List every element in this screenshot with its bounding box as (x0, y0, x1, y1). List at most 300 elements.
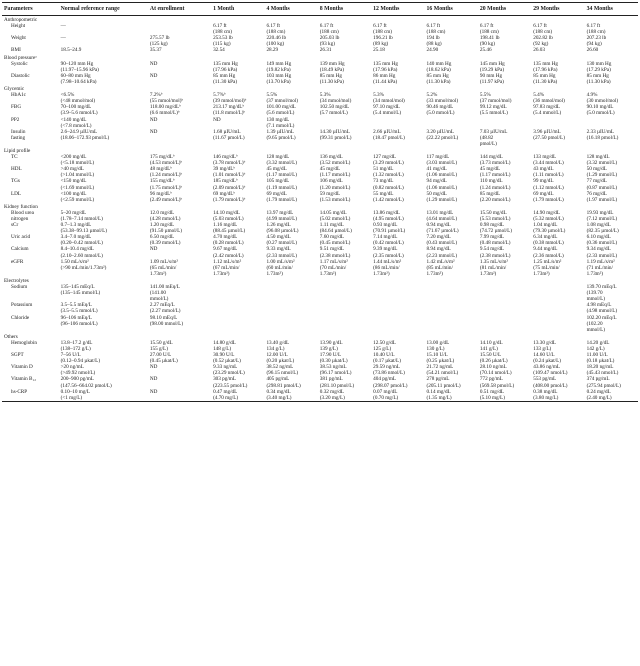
value-cell: ND (149, 246, 158, 253)
reference-range-cell: 3.5–5.5 mEq/L (3.5–5.5 mmol/L) (60, 302, 98, 315)
table-row (2, 340, 638, 352)
parameter-name: Uric acid (11, 234, 31, 241)
value-cell: 6.17 ft (188 cm) (213, 23, 232, 36)
value-cell: 6.17 ft (188 cm) (266, 23, 286, 36)
value-cell: 86 mm Hg (11.44 kPa) (373, 72, 398, 85)
value-cell: 0.07 mg/dL (0.70 mg/L) (371, 389, 424, 402)
value-cell: 0.34 mg/dL (3.40 mg/L) (264, 389, 317, 402)
value-cell: 135 mm Hg (17.96 kPa) (533, 60, 559, 73)
value-cell: 145 mm Hg (19.29 kPa) (479, 60, 505, 73)
value-cell: 7.14 mg/dL (0.42 mmol/L) (373, 234, 404, 247)
value-cell: 9.39 mg/dL (2.35 mmol/L) (373, 246, 404, 259)
value-cell: 2.27 mEq/L (2.27 mmol/L) (149, 302, 181, 315)
value-cell (425, 315, 478, 333)
value-cell: 13.30 g/dL 133 g/L) (533, 339, 557, 352)
value-cell: 35.37 (149, 47, 162, 54)
value-cell: 7.2%ᵇ (55 mmol/mol)ᵇ (149, 92, 184, 105)
parameter-name: Vitamin D (11, 364, 33, 371)
reference-range-cell: >20 ng/mL (>49.92 nmol/L) (60, 364, 96, 377)
value-cell: 38.53 ng/mL (96.17 nmol/L) (319, 364, 352, 377)
value-cell: 97.83 mg/dL (5.4 mmol/L) (533, 104, 562, 117)
value-cell: 155 mg/dLᵇ (1.75 mmol/L)ᵇ (149, 178, 183, 191)
value-cell: 29.59 ng/mL (73.86 nmol/L) (373, 364, 405, 377)
value-cell: 6.17 ft (188 cm) (479, 23, 499, 36)
value-cell: 28.29 (266, 47, 279, 54)
value-cell: 14.10 g/dL 141 g/L) (479, 339, 503, 352)
value-cell: 13.40 g/dL 134 g/L) (266, 339, 290, 352)
section-title: Others (4, 333, 18, 340)
parameter-name: sCr (11, 222, 19, 229)
value-cell: 77 mg/dL (0.87 mmol/L) (586, 178, 618, 191)
value-cell: ND (213, 116, 221, 123)
reference-range-cell: 2.6–24.9 µIU/mL (18.06–172.93 pmol/L) (60, 128, 110, 141)
value-cell (585, 117, 638, 129)
value-cell: 14.20 g/dL 142 g/L) (586, 339, 610, 352)
value-cell: 1.39 µIU/mL (9.65 pmol/L) (266, 128, 296, 141)
header-cell: Parameters (2, 3, 59, 16)
value-cell: 5.5% (37 mmol/mol) (479, 92, 512, 105)
value-cell: 25.18 (373, 47, 385, 54)
value-cell: 404 pg/mL (298.07 pmol/L) (373, 376, 408, 389)
value-cell: 553 pg/mL (408.00 pmol/L) (533, 376, 568, 389)
value-cell: 97.10 mg/dL (5.4 mmol/L) (373, 104, 402, 117)
value-cell: 9.34 mg/dL (2.33 mmol/L) (586, 246, 618, 259)
value-cell: 146 mg/dLᵇ (3.78 mmol/L)ᵇ (213, 154, 246, 167)
parameter-name: Calcium (11, 246, 29, 253)
table-row (2, 376, 638, 388)
value-cell: 303 pg/mL (223.55 pmol/L) (213, 376, 248, 389)
value-cell: 96 mg/dLᵇ (2.49 mmol/L)ᵇ (149, 190, 183, 203)
section-row-anthropometric (2, 16, 638, 24)
value-cell: 0.14 mg/dL (1.35 mg/L) (425, 389, 478, 402)
value-cell (318, 315, 371, 333)
header-cell: 20 Months (478, 3, 531, 16)
table-row (2, 259, 638, 277)
value-cell: 90.10 mg/dL (5.0 mmol/L) (586, 104, 615, 117)
value-cell: 1.12 mL/s/m² (67 mL/min/ 1.73m²) (213, 258, 242, 277)
value-cell (371, 284, 424, 302)
reference-range-cell: 5–20 mg/dL (1.78–7.14 mmol/L) (60, 209, 103, 222)
value-cell: 21.72 ng/mL (54.21 nmol/L) (426, 364, 459, 377)
value-cell: 28.10 ng/mL (70.14 nmol/L) (479, 364, 512, 377)
value-cell: 4.9% (30 mmol/mol) (586, 92, 619, 105)
value-cell: 59 mg/dL (1.53 mmol/L) (319, 190, 351, 203)
value-cell: 127 mg/dL (3.29 mmol/L) (373, 154, 404, 167)
table-row (2, 73, 638, 85)
value-cell: 14.90 mg/dL (5.32 mmol/L) (533, 209, 564, 222)
value-cell: 1.04 mg/dL (79.30 µmol/L) (533, 222, 566, 235)
header-cell: 4 Months (264, 3, 317, 16)
value-cell: 9.33 mg/dL (2.33 mmol/L) (266, 246, 297, 259)
value-cell: 1.08 mg/dL (82.35 µmol/L) (586, 222, 619, 235)
value-cell: ND (149, 116, 158, 123)
value-cell: 38.52 ng/mL (96.15 nmol/L) (266, 364, 299, 377)
table-row (2, 23, 638, 35)
table-row (2, 352, 638, 364)
table-row (2, 117, 638, 129)
parameter-name: HbA1c (11, 92, 26, 99)
reference-range-cell: 3.4–7.0 mg/dL (0.20–0.42 mmol/L) (60, 234, 103, 247)
parameter-name: Vitamin B₁₂ (11, 376, 37, 383)
value-cell: 90 mm Hg (11.97 kPa) (479, 72, 504, 85)
table-row (2, 284, 638, 302)
value-cell: 149 mm Hg (19.82 kPa) (266, 60, 292, 73)
value-cell: 220.46 lb (100 kg) (266, 35, 287, 48)
value-cell: 135 mm Hg (17.96 kPa) (213, 60, 238, 73)
value-cell (211, 284, 264, 302)
header-cell: 8 Months (318, 3, 371, 16)
value-cell: 1.00 mL/s/m² (60 mL/min/ 1.73m²) (266, 258, 295, 277)
value-cell: 374 pg/mL (275.94 pmol/L) (586, 376, 621, 389)
table-row (2, 302, 638, 314)
value-cell (148, 23, 211, 35)
value-cell: 772 pg/mL (569.58 pmol/L) (479, 376, 515, 389)
value-cell: 139 mm Hg (18.49 kPa) (319, 60, 345, 73)
value-cell: 128 mg/dL (3.32 mmol/L) (586, 154, 618, 167)
value-cell: 9.67 mg/dL (2.42 mmol/L) (213, 246, 244, 259)
value-cell: 1.44 mL/s/m² (86 mL/min/ 1.73m²) (373, 258, 402, 277)
header-cell: At enrollment (148, 3, 211, 16)
value-cell: 6.17 ft (188 cm) (426, 23, 446, 36)
value-cell: 4.50 mg/dL (0.27 mmol/L) (266, 234, 297, 247)
table-row (2, 166, 638, 178)
parameter-name: Sodium (11, 284, 28, 291)
value-cell: 51 mg/dL (1.32 mmol/L) (373, 166, 404, 179)
section-row-others (2, 333, 638, 340)
value-cell: 205.03 lb (93 kg) (319, 35, 340, 48)
value-cell: 85 mg/dL (2.20 mmol/L) (479, 190, 511, 203)
value-cell: 144 mg/dL (3.73 mmol/L) (479, 154, 511, 167)
parameter-name: Systolic (11, 60, 28, 67)
value-cell: 98.10 mEq/L (98.00 mmol/L) (149, 314, 184, 327)
value-cell: 13.00 g/dL 130 g/L) (426, 339, 450, 352)
value-cell: 10.40 U/L (0.17 µkat/L) (373, 352, 401, 365)
section-title: Anthropometric (4, 17, 38, 23)
section-row-electrolytes (2, 277, 638, 284)
table-body (2, 16, 638, 402)
table-row (2, 222, 638, 234)
value-cell: 175 mg/dLᵇ (4.53 mmol/L)ᵇ (149, 154, 183, 167)
header-cell: 12 Months (371, 3, 424, 16)
value-cell: 5.3% (34 mmol/mol) (373, 92, 405, 105)
section-title: Glycemic (4, 86, 25, 93)
value-cell: 85 mm Hg (11.30 kPa) (426, 72, 451, 85)
value-cell: 198.41 lb (90 kg) (479, 35, 500, 48)
parameter-name: Blood urea nitrogen (11, 209, 34, 222)
header-cell: Normal reference range (59, 3, 148, 16)
value-cell: 1.09 mL/s/m² (65 mL/min/ 1.73m²) (149, 258, 178, 277)
value-cell: ND (149, 364, 158, 371)
reference-range-cell: — (60, 35, 66, 42)
value-cell: 14.80 g/dL 148 g/L) (213, 339, 236, 352)
value-cell (371, 302, 424, 314)
table-row (2, 178, 638, 190)
parameter-name: BMI (11, 47, 21, 54)
value-cell: 32.54 (213, 47, 225, 54)
value-cell (531, 315, 584, 333)
value-cell: 4.98 mEq/L (4.98 mmol/L) (586, 302, 618, 315)
value-cell: 45 mg/dL (1.17 mmol/L) (266, 166, 297, 179)
value-cell: 5.4% (36 mmol/mol) (533, 92, 565, 105)
table-row (2, 389, 638, 402)
value-cell: 85 mm Hg (11.30 kPa) (319, 72, 344, 85)
section-title: Electrolytes (4, 277, 29, 284)
value-cell: 4.70 mg/dL (0.28 mmol/L) (213, 234, 244, 247)
reference-range-cell: 70–100 mg/dL (3.9–5.6 mmol/L) (60, 104, 98, 117)
value-cell: 128 mg/dL (3.32 mmol/L) (266, 154, 297, 167)
parameter-name: Insulin fasting (11, 128, 26, 141)
value-cell: 85 mm Hg (11.30 kPa) (213, 72, 238, 85)
reference-range-cell: 1.50 mL/s/m² (>90 mL/min/1.73m²) (60, 258, 107, 271)
value-cell: 139.70 mEq/L (139.70 mmol/L) (586, 284, 617, 303)
value-cell: 15.50 U/L (0.26 µkat/L) (479, 352, 508, 365)
value-cell: 5.2% (33 mmol/mol) (426, 92, 459, 105)
value-cell: 1.42 mL/s/m² (85 mL/min/ 1.73m²) (426, 258, 455, 277)
table-row (2, 191, 638, 203)
reference-range-cell: 96–106 mEq/L (96–106 mmol/L) (60, 314, 98, 327)
value-cell: 1.11 mg/dL (84.64 µmol/L) (319, 222, 352, 235)
value-cell: ND (148, 389, 211, 402)
value-cell: 27.00 U/L (0.45 µkat/L) (149, 352, 178, 365)
value-cell: 117 mg/dL (3.03 mmol/L) (426, 154, 458, 167)
value-cell: 39 mg/dLᵇ (1.01 mmol/L)ᵇ (213, 166, 246, 179)
value-cell: 213.17 mg/dLᵇ (11.8 mmol/L)ᵇ (213, 104, 246, 117)
value-cell: 43 mg/dL (1.11 mmol/L) (533, 166, 564, 179)
parameter-name: TC (11, 154, 18, 161)
value-cell: 30.90 U/L (0.52 µkat/L) (213, 352, 241, 365)
value-cell: 3.96 µIU/mL (27.50 pmol/L) (533, 128, 565, 141)
reference-range-cell: <150 mg/dL (<1.69 mmol/L) (60, 178, 95, 191)
value-cell: 0.47 mg/dL (4.70 mg/L) (211, 389, 264, 402)
value-cell (318, 284, 371, 302)
value-cell: 19.93 mg/dL (7.12 mmol/L) (586, 209, 618, 222)
value-cell: 6.17 ft (188 cm) (373, 23, 393, 36)
value-cell: 76 mg/dL (1.97 mmol/L) (586, 190, 618, 203)
value-cell: 69 mg/dL (1.79 mmol/L) (533, 190, 564, 203)
value-cell: 3.20 µIU/mL (22.22 pmol/L) (426, 128, 459, 141)
value-cell: 105 mg/dL (1.19 mmol/L) (266, 178, 297, 191)
value-cell: 5.5% (37 mmol/mol) (266, 92, 298, 105)
value-cell (425, 302, 478, 314)
value-cell: 24.90 (426, 47, 439, 54)
parameter-name: Weight (11, 35, 26, 42)
parameter-name: PP2 (11, 116, 20, 123)
value-cell: 0.32 mg/dL (3.20 mg/L) (318, 389, 371, 402)
table-row (2, 364, 638, 376)
value-cell: 14.10 mg/dL (5.03 mmol/L) (213, 209, 244, 222)
section-row-blood-pressure (2, 54, 638, 61)
value-cell (531, 302, 584, 314)
value-cell (478, 302, 531, 314)
table-row (2, 104, 638, 116)
value-cell: 18.20 ng/mL (45.43 nmol/L) (586, 364, 619, 377)
value-cell: 6.17 ft (188 cm) (319, 23, 339, 36)
value-cell: 202.82 lb (92 kg) (533, 35, 553, 48)
reference-range-cell: 200–900 pg/mL (147.56–664.02 pmol/L) (60, 376, 112, 389)
value-cell: 99.12 mg/dL (5.5 mmol/L) (479, 104, 508, 117)
value-cell: 0.94 mg/dL (71.67 µmol/L) (426, 222, 459, 235)
value-cell: 26.03 (533, 47, 545, 54)
table-row (2, 61, 638, 73)
parameter-name: FBG (11, 104, 22, 111)
reference-range-cell: 18.5–24.9 (60, 47, 82, 54)
value-cell: 90.46 mg/dL (5.0 mmol/L) (426, 104, 455, 117)
value-cell: 7.20 mg/dL (0.43 mmol/L) (426, 234, 458, 247)
value-cell: 45 mg/dL (1.17 mmol/L) (479, 166, 511, 179)
header-cell: 1 Month (211, 3, 264, 16)
value-cell: 106 mg/dL (1.20 mmol/L) (319, 178, 351, 191)
value-cell: 14.60 U/L (0.24 µkat/L) (533, 352, 562, 365)
value-cell (478, 117, 531, 129)
value-cell: 140 mm Hg (18.62 kPa) (426, 60, 452, 73)
value-cell: 6.10 mg/dL (0.36 mmol/L) (586, 234, 618, 247)
value-cell: 135 mm Hg (17.96 kPa) (373, 60, 398, 73)
table-row (2, 234, 638, 246)
reference-range-cell: 8.4–10.4 mg/dL (2.10–2.60 mmol/L) (60, 246, 103, 259)
reference-range-cell: >40 mg/dL (>1.04 mmol/L) (60, 166, 95, 179)
value-cell: 5.3% (34 mmol/mol) (319, 92, 352, 105)
value-cell: 48 mg/dLᵇ (1.24 mmol/L)ᵇ (149, 166, 183, 179)
value-cell: 73 mg/dL (0.82 mmol/L) (373, 178, 404, 191)
value-cell (531, 117, 584, 129)
value-cell: 41 mg/dL (1.06 mmol/L) (426, 166, 458, 179)
value-cell: 12.00 U/L (0.20 µkat/L) (266, 352, 295, 365)
value-cell: 15.10 U/L (0.25 µkat/L) (426, 352, 455, 365)
value-cell: 7.99 mg/dL (0.48 mmol/L) (479, 234, 511, 247)
value-cell: 43.86 ng/mL (109.47 nmol/L) (533, 364, 568, 377)
value-cell: 55 mg/dL (1.42 mmol/L) (373, 190, 404, 203)
value-cell: 85 mm Hg (11.30 kPa) (533, 72, 558, 85)
parameter-name: SGPT (11, 352, 24, 359)
reference-range-cell: <200 mg/dL (<5.18 mmol/L) (60, 154, 95, 167)
value-cell: 45 mg/dL (1.17 mmol/L) (319, 166, 351, 179)
value-cell (318, 302, 371, 314)
value-cell: 1.35 mL/s/m² (81 mL/min/ 1.73m²) (479, 258, 508, 277)
value-cell: 7.60 mg/dL (0.45 mmol/L) (319, 234, 351, 247)
value-cell: 99 mg/dL (1.12 mmol/L) (533, 178, 564, 191)
value-cell: 7.03 µIU/mL (48.82 pmol/L) (479, 128, 508, 147)
value-cell: 1.26 mg/dL (96.08 µmol/L) (266, 222, 299, 235)
reference-range-cell: 7–56 U/L (0.12–0.94 µkat/L) (60, 352, 101, 365)
value-cell: 102.20 mEq/L (102.20 mmol/L) (586, 314, 617, 333)
table-row (2, 154, 638, 166)
value-cell: 15.50 mg/dL (5.53 mmol/L) (479, 209, 511, 222)
value-cell (318, 117, 371, 129)
header-cell: 16 Months (425, 3, 478, 16)
value-cell: 0.93 mg/dL (70.91 µmol/L) (373, 222, 406, 235)
value-cell: 13.86 mg/dL (4.95 mmol/L) (373, 209, 404, 222)
value-cell (425, 284, 478, 302)
value-cell: 381 pg/mL (281.10 pmol/L) (319, 376, 355, 389)
value-cell: 103 mm Hg (13.70 kPa) (266, 72, 292, 85)
value-cell: 2.33 µIU/mL (16.18 pmol/L) (586, 128, 619, 141)
value-cell: ND (149, 60, 158, 67)
parameter-name: eGFR (11, 258, 24, 265)
value-cell: 26.60 (586, 47, 599, 54)
value-cell: 275.57 lb (125 kg) (149, 35, 170, 48)
value-cell (371, 117, 424, 129)
table-row (2, 35, 638, 47)
section-row-kidney-function (2, 203, 638, 210)
value-cell: 15.50 g/dL 155 g/L) (149, 339, 173, 352)
value-cell: 11.00 U/L (0.18 µkat/L) (586, 352, 615, 365)
parameter-name: Potassium (11, 302, 33, 309)
value-cell: 207.23 lb (94 kg) (586, 35, 607, 48)
reference-range-cell: <100 mg/dL (<2.59 mmol/L) (60, 190, 95, 203)
reference-range-cell: 13.8–17.2 g/dL (138–172 g/L) (60, 339, 93, 352)
value-cell (371, 315, 424, 333)
value-cell: 12.0 mg/dL (4.28 mmol/L) (149, 209, 181, 222)
value-cell: 130 mm Hg (17.29 kPa) (586, 60, 612, 73)
value-cell (425, 117, 478, 129)
value-cell: 0.51 mg/dL (5.10 mg/L) (478, 389, 531, 402)
value-cell: 6.34 mg/dL (0.38 mmol/L) (533, 234, 564, 247)
header-cell: 29 Months (531, 3, 584, 16)
value-cell: 118.00 mg/dLᵇ (6.6 mmol/L)ᵇ (149, 104, 181, 117)
reference-range-cell: 90–120 mm Hg (11.97–15.96 kPa) (60, 60, 99, 73)
reference-range-cell: <140 mg/dL (<7.8 mmol/L) (60, 116, 92, 129)
value-cell: 102.50 mg/dL (5.7 mmol/L) (319, 104, 350, 117)
value-cell: 12.50 g/dL 125 g/L) (373, 339, 396, 352)
table-row (2, 246, 638, 258)
value-cell: 1.25 mL/s/m² (75 mL/min/ 1.73m²) (533, 258, 562, 277)
table-row (2, 210, 638, 222)
value-cell: 5.7%ᵇ (39 mmol/mol)ᵇ (213, 92, 247, 105)
value-cell: 13.01 mg/dL (4.64 mmol/L) (426, 209, 458, 222)
value-cell: 13.97 mg/dL (4.99 mmol/L) (266, 209, 297, 222)
value-cell (264, 315, 317, 333)
value-cell: 1.19 mL/s/m² (71 mL/min/ 1.73m²) (586, 258, 615, 277)
header-cell: 34 Months (585, 3, 638, 16)
value-cell: 253.53 lb (115 kg) (213, 35, 233, 48)
section-row-lipid-profile (2, 147, 638, 154)
value-cell: 9.33 ng/mL (23.29 nmol/L) (213, 364, 245, 377)
section-title: Lipid profile (4, 147, 31, 154)
value-cell: 2.66 µIU/mL (18.47 pmol/L) (373, 128, 405, 141)
parameter-name: Chloride (11, 314, 30, 321)
value-cell: 1.68 µIU/mL (11.67 pmol/L) (213, 128, 245, 141)
value-cell: 17.90 U/L (0.30 µkat/L) (319, 352, 348, 365)
table-row (2, 129, 638, 147)
value-cell: 9.44 mg/dL (2.36 mmol/L) (533, 246, 564, 259)
reference-range-cell: 60–80 mm Hg (7.98–10.64 kPa) (60, 72, 97, 85)
value-cell: ND (149, 128, 158, 135)
value-cell: 69 mg/dLᵇ (1.79 mmol/L)ᵇ (213, 190, 246, 203)
value-cell: 94 mg/dL (1.06 mmol/L) (426, 178, 458, 191)
value-cell: 1.16 mg/dL (88.45 µmol/L) (213, 222, 246, 235)
value-cell: 50 mg/dL (1.29 mmol/L) (426, 190, 458, 203)
value-cell: 141.00 mEq/L (141.00 mmol/L) (149, 284, 180, 303)
reference-range-cell: 0.7–1.3 mg/dL (53.38–99.13 µmol/L) (60, 222, 107, 235)
value-cell: 194 lb (88 kg) (426, 35, 442, 48)
value-cell (478, 284, 531, 302)
lab-results-table (2, 2, 638, 402)
value-cell: ND (149, 376, 158, 383)
parameter-name: Diastolic (11, 72, 30, 79)
value-cell: 9.51 mg/dL (2.38 mmol/L) (319, 246, 351, 259)
value-cell (211, 302, 264, 314)
value-cell: 85 mm Hg (11.30 kPa) (586, 72, 611, 85)
value-cell (264, 284, 317, 302)
parameter-name: Hemoglobin (11, 339, 37, 346)
section-title: Kidney function (4, 203, 38, 210)
value-cell (211, 315, 264, 333)
value-cell (264, 302, 317, 314)
value-cell: 9.54 mg/dL (2.38 mmol/L) (479, 246, 511, 259)
parameter-name: Height (11, 23, 26, 30)
parameter-name: HDL (11, 166, 22, 173)
reference-range-cell: — (60, 23, 66, 30)
